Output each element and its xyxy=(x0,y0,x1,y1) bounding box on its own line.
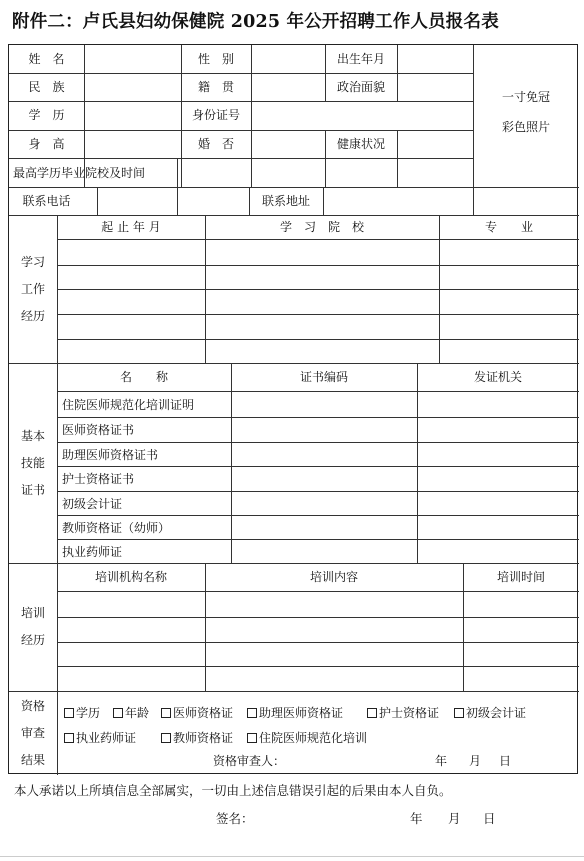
label-marital: 婚 否 xyxy=(197,136,234,151)
skills-header-name: 名 称 xyxy=(119,369,168,384)
photo-label-1: 一寸免冠 xyxy=(501,89,550,104)
checkbox-icon xyxy=(161,708,171,718)
sign-label: 签名： xyxy=(216,811,254,826)
skill-row: 医师资格证书 xyxy=(62,423,135,437)
skill-row: 住院医师规范化培训证明 xyxy=(62,397,195,412)
page-title: 附件二：卢氏县妇幼保健院 2025 年公开招聘工作人员报名表 xyxy=(12,12,499,32)
photo-label-2: 彩色照片 xyxy=(501,119,550,134)
training-header-time: 培训时间 xyxy=(496,569,545,584)
label-politics: 政治面貌 xyxy=(336,79,385,94)
skill-row: 助理医师资格证书 xyxy=(62,447,159,462)
label-native: 籍 贯 xyxy=(197,79,234,94)
skill-row: 执业药师证 xyxy=(62,544,123,559)
check-doctor-cert[interactable]: 医师资格证 xyxy=(161,704,233,721)
training-header-content: 培训内容 xyxy=(309,569,358,584)
skills-header-issuer: 发证机关 xyxy=(473,369,522,384)
check-education[interactable]: 学历 xyxy=(64,704,100,721)
training-side-label: 培训 经历 xyxy=(20,606,45,647)
study-header-school: 学 习 院 校 xyxy=(279,219,364,234)
checkbox-icon xyxy=(64,733,74,743)
review-date-year: 年 xyxy=(435,753,448,768)
check-age[interactable]: 年龄 xyxy=(113,704,149,721)
label-health: 健康状况 xyxy=(336,136,385,151)
check-pharmacist-cert[interactable]: 执业药师证 xyxy=(64,729,136,746)
registration-form xyxy=(8,44,578,774)
page-divider xyxy=(0,856,584,857)
pledge-text: 本人承诺以上所填信息全部属实，一切由上述信息错误引起的后果由本人自负。 xyxy=(14,783,452,798)
label-name: 姓 名 xyxy=(28,51,65,66)
checkbox-icon xyxy=(454,708,464,718)
review-date-day: 日 xyxy=(499,753,512,768)
study-side-label: 学习 工作 经历 xyxy=(20,254,45,323)
skill-row: 教师资格证（幼师） xyxy=(62,520,171,535)
checkbox-icon xyxy=(64,708,74,718)
label-education: 学 历 xyxy=(28,108,65,123)
label-birth: 出生年月 xyxy=(336,51,385,66)
skill-row: 初级会计证 xyxy=(62,496,123,511)
label-ethnicity: 民 族 xyxy=(28,79,65,94)
footer-date-month: 月 xyxy=(448,811,461,826)
check-nurse-cert[interactable]: 护士资格证 xyxy=(367,704,439,721)
check-accounting-cert[interactable]: 初级会计证 xyxy=(454,704,526,721)
training-header-org: 培训机构名称 xyxy=(94,569,167,584)
label-id-number: 身份证号 xyxy=(191,108,240,123)
label-school-time: 最高学历毕业院校及时间 xyxy=(13,166,146,180)
footer-date-year: 年 xyxy=(410,811,423,826)
checkbox-icon xyxy=(161,733,171,743)
study-header-major: 专 业 xyxy=(484,219,533,234)
label-height: 身 高 xyxy=(28,136,65,151)
check-assistant-doctor-cert[interactable]: 助理医师资格证 xyxy=(247,704,343,721)
review-side-label: 资格 审查 结果 xyxy=(20,698,45,767)
check-teacher-cert[interactable]: 教师资格证 xyxy=(161,729,233,746)
label-address: 联系地址 xyxy=(261,193,310,208)
skills-header-code: 证书编码 xyxy=(299,369,348,384)
checkbox-icon xyxy=(113,708,123,718)
skills-side-label: 基本 技能 证书 xyxy=(20,428,45,497)
checkbox-icon xyxy=(367,708,377,718)
label-gender: 性 别 xyxy=(197,51,234,66)
reviewer-label: 资格审查人： xyxy=(213,753,286,768)
label-phone: 联系电话 xyxy=(22,193,71,208)
checkbox-icon xyxy=(247,708,257,718)
study-header-period: 起 止 年 月 xyxy=(101,219,161,234)
check-residency-training[interactable]: 住院医师规范化培训 xyxy=(247,729,367,746)
skill-row: 护士资格证书 xyxy=(62,472,135,486)
review-date-month: 月 xyxy=(469,753,482,768)
footer-date-day: 日 xyxy=(483,811,496,826)
checkbox-icon xyxy=(247,733,257,743)
